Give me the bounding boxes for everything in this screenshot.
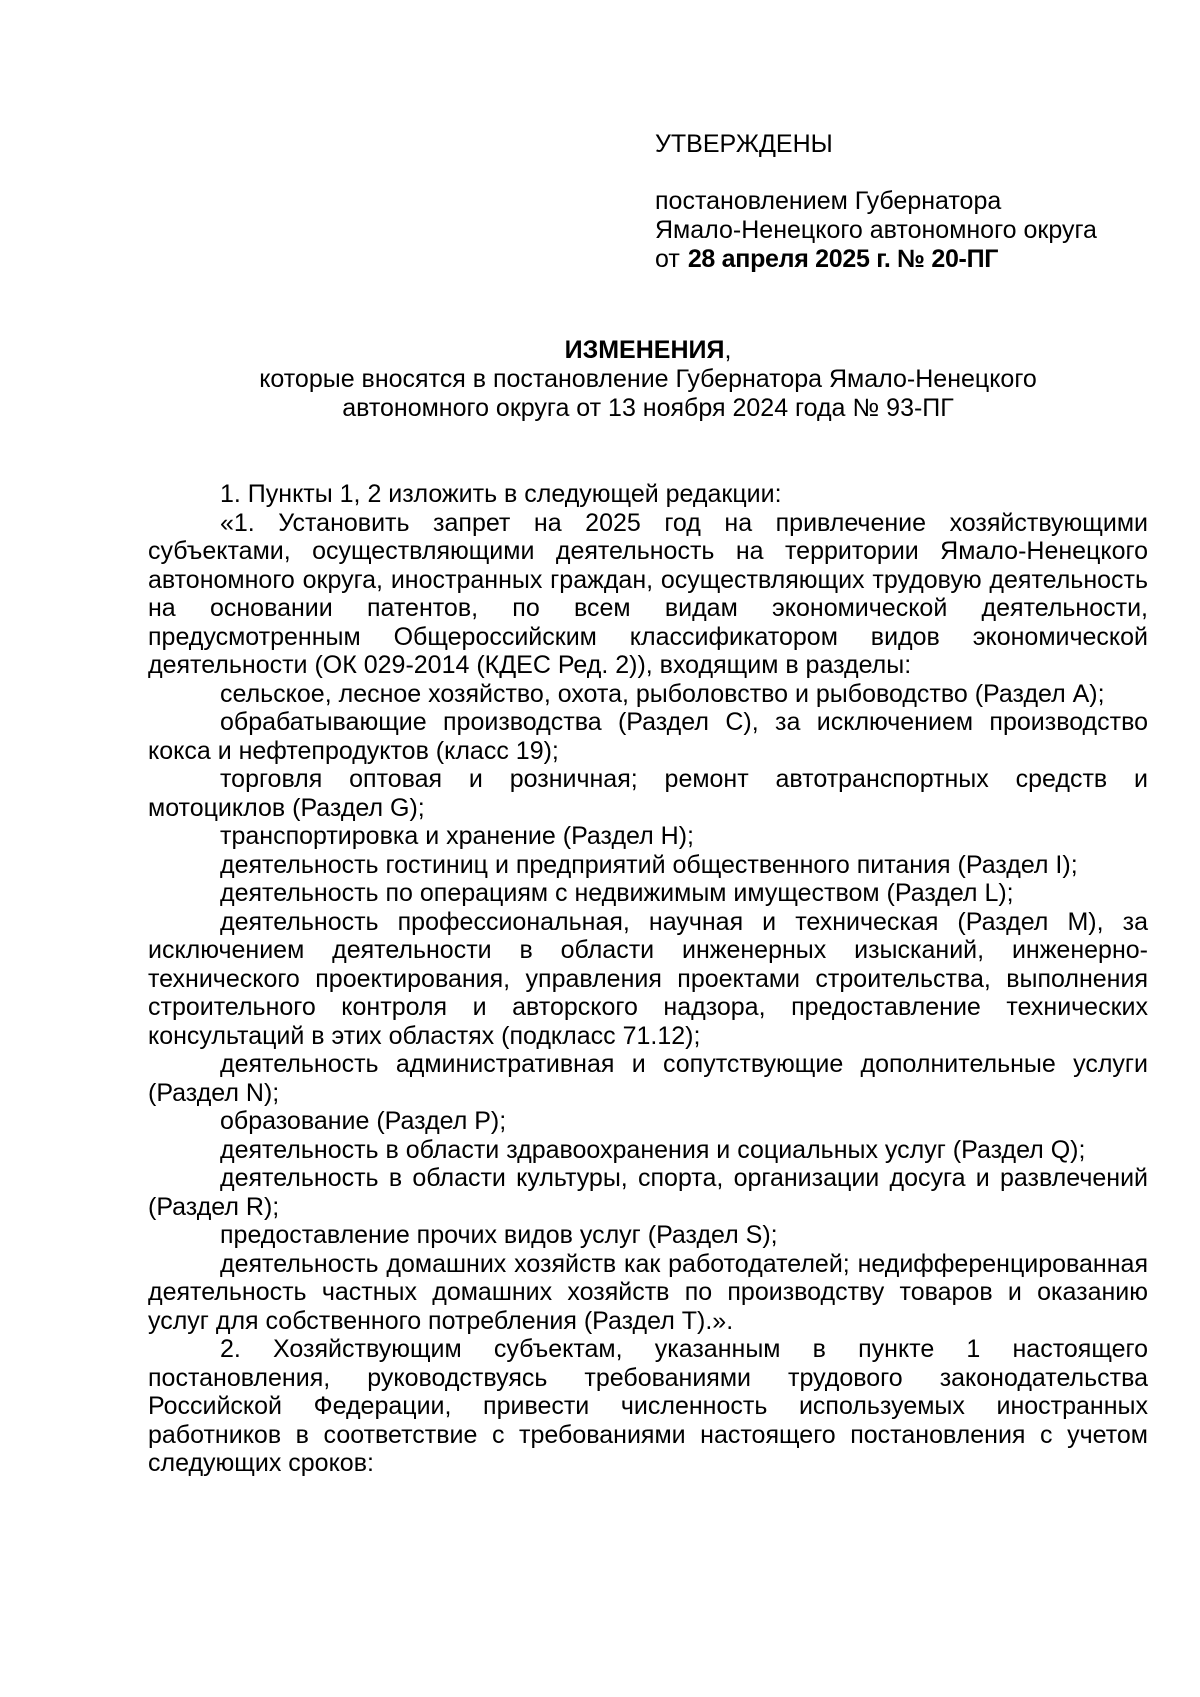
document-title-comma: , xyxy=(724,336,732,364)
document-title-block xyxy=(148,336,1148,423)
document-body xyxy=(148,480,1148,1478)
approval-date-prefix: от xyxy=(655,245,680,273)
paragraph: 2. Хозяйствующим субъектам, указанным в пункте 1 настоящего постановления, руководствуясь требованиями трудового законодательства Российской Федерации, привести численность используемых иностранных работников в соответствие с требованиями настоящего постановления с учетом следующих сроков: xyxy=(148,1335,1148,1477)
approval-line-2: Ямало-Ненецкого автономного округа xyxy=(655,216,1097,244)
paragraph: 1. Пункты 1, 2 изложить в следующей редакции: xyxy=(220,480,782,508)
approval-date-line xyxy=(655,245,1175,274)
approval-stamp xyxy=(655,130,1175,274)
approval-date-value: 28 апреля 2025 г. № 20-ПГ xyxy=(687,245,999,273)
paragraph: образование (Раздел P); xyxy=(220,1107,507,1135)
document-title-main: ИЗМЕНЕНИЯ xyxy=(564,336,725,364)
paragraph: деятельность домашних хозяйств как работодателей; недифференцированная деятельность частных домашних хозяйств по производству товаров и оказанию услуг для собственного потребления (Раздел T).». xyxy=(148,1249,1148,1335)
paragraph: деятельность гостиниц и предприятий общественного питания (Раздел I); xyxy=(220,850,1078,879)
paragraph: деятельность административная и сопутствующие дополнительные услуги (Раздел N); xyxy=(148,1050,1148,1107)
paragraph: деятельность в области культуры, спорта, организации досуга и развлечений (Раздел R); xyxy=(148,1164,1148,1221)
paragraph: обрабатывающие производства (Раздел С), за исключением производство кокса и нефтепродуктов (класс 19); xyxy=(148,708,1148,765)
paragraph: деятельность в области здравоохранения и социальных услуг (Раздел Q); xyxy=(220,1135,1086,1164)
document-subtitle-line-1: которые вносятся в постановление Губернатора Ямало-Ненецкого xyxy=(259,365,1037,393)
paragraph: деятельность профессиональная, научная и техническая (Раздел M), за исключением деятельности в области инженерных изысканий, инженерно-технического проектирования, управления проектами строительства, выполнения строительного контроля и авторского надзора, предоставление технических консультаций в этих областях (подкласс 71.12); xyxy=(148,907,1148,1050)
document-title xyxy=(148,336,1148,365)
document-subtitle-line-2: автономного округа от 13 ноября 2024 года № 93-ПГ xyxy=(342,394,954,422)
paragraph: сельское, лесное хозяйство, охота, рыболовство и рыбоводство (Раздел А); xyxy=(220,679,1105,708)
approval-heading: УТВЕРЖДЕНЫ xyxy=(655,130,833,158)
paragraph: торговля оптовая и розничная; ремонт автотранспортных средств и мотоциклов (Раздел G); xyxy=(148,765,1148,822)
paragraph: транспортировка и хранение (Раздел H); xyxy=(220,822,694,850)
paragraph: предоставление прочих видов услуг (Раздел S); xyxy=(220,1221,778,1249)
approval-line-1: постановлением Губернатора xyxy=(655,187,1002,215)
paragraph: «1. Установить запрет на 2025 год на привлечение хозяйствующими субъектами, осуществляющими деятельность на территории Ямало-Ненецкого автономного округа, иностранных граждан, осуществляющих трудовую деятельность на основании патентов, по всем видам экономической деятельности, предусмотренным Общероссийским классификатором видов экономической деятельности (ОК 029-2014 (КДЕС Ред. 2)), входящим в разделы: xyxy=(148,508,1148,679)
paragraph: деятельность по операциям с недвижимым имуществом (Раздел L); xyxy=(220,879,1014,907)
